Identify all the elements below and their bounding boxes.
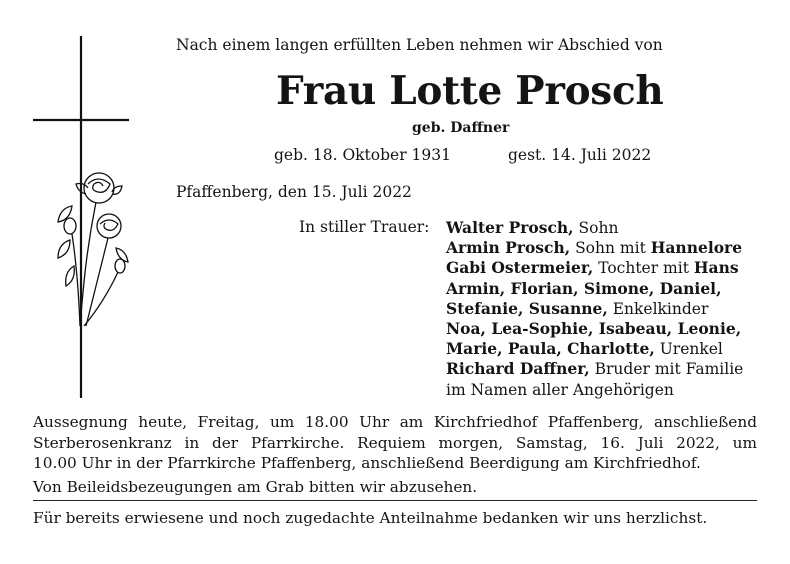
mourner-relation: Sohn: [573, 219, 619, 237]
mourner-name: Hans: [693, 258, 739, 278]
mourner-line: [446, 319, 766, 339]
mourner-relation: Enkelkinder: [607, 299, 709, 318]
mourner-name: Walter Prosch,: [446, 218, 574, 237]
mourner-relation: im Namen aller Angehörigen: [446, 380, 674, 399]
mourner-line: [446, 359, 766, 379]
service-line: Sterberosenkranz in der Pfarrkirche. Requiem morgen, Samstag, 16. Juli 2022, um: [33, 433, 757, 452]
mourner-name: Marie, Paula, Charlotte,: [446, 339, 655, 359]
mourner-line: [446, 380, 766, 400]
mourner-name: Richard Daffner,: [446, 359, 590, 379]
place-date: Pfaffenberg, den 15. Juli 2022: [176, 183, 412, 201]
condolence-note: Von Beileidsbezeugungen am Grab bitten wir abzusehen.: [33, 478, 478, 496]
thanks-text: Für bereits erwiesene und noch zugedachte Anteilnahme bedanken wir uns herzlichst.: [33, 509, 708, 527]
divider: [33, 500, 757, 501]
mourner-name: Noa, Lea-Sophie, Isabeau, Leonie,: [446, 319, 742, 339]
deceased-name: Frau Lotte Prosch: [276, 68, 664, 114]
maiden-name: geb. Daffner: [412, 120, 510, 136]
mourner-name: Gabi Ostermeier,: [446, 258, 594, 278]
service-line: 10.00 Uhr in der Pfarrkirche Pfaffenberg, anschließend Beerdigung am Kirchfriedhof.: [33, 454, 701, 472]
mourner-relation: Urenkel: [654, 340, 723, 359]
mourner-line: [446, 218, 766, 238]
death-date: gest. 14. Juli 2022: [508, 146, 652, 164]
birth-date: geb. 18. Oktober 1931: [274, 146, 451, 164]
mourners-list: [446, 218, 766, 400]
mourner-line: [446, 279, 766, 299]
cross-with-roses-icon: [30, 36, 140, 398]
mourner-line: [446, 299, 766, 319]
mourner-name: Stefanie, Susanne,: [446, 298, 608, 318]
mourner-name: Armin Prosch,: [446, 238, 571, 258]
mourner-line: [446, 258, 766, 278]
mourner-name: Hannelore: [650, 238, 743, 258]
service-line: Aussegnung heute, Freitag, um 18.00 Uhr am Kirchfriedhof Pfaffenberg, anschließend: [33, 413, 757, 431]
mourner-line: [446, 339, 766, 359]
mourner-relation: Bruder mit Familie: [589, 360, 744, 379]
mourner-relation: Tochter mit: [593, 259, 694, 278]
mourner-name: Armin, Florian, Simone, Daniel,: [446, 278, 722, 298]
mourning-label: In stiller Trauer:: [299, 218, 430, 236]
service-info: [33, 412, 757, 474]
mourner-line: [446, 238, 766, 258]
intro-text: Nach einem langen erfüllten Leben nehmen wir Abschied von: [176, 36, 663, 54]
mourner-relation: Sohn mit: [570, 239, 651, 258]
